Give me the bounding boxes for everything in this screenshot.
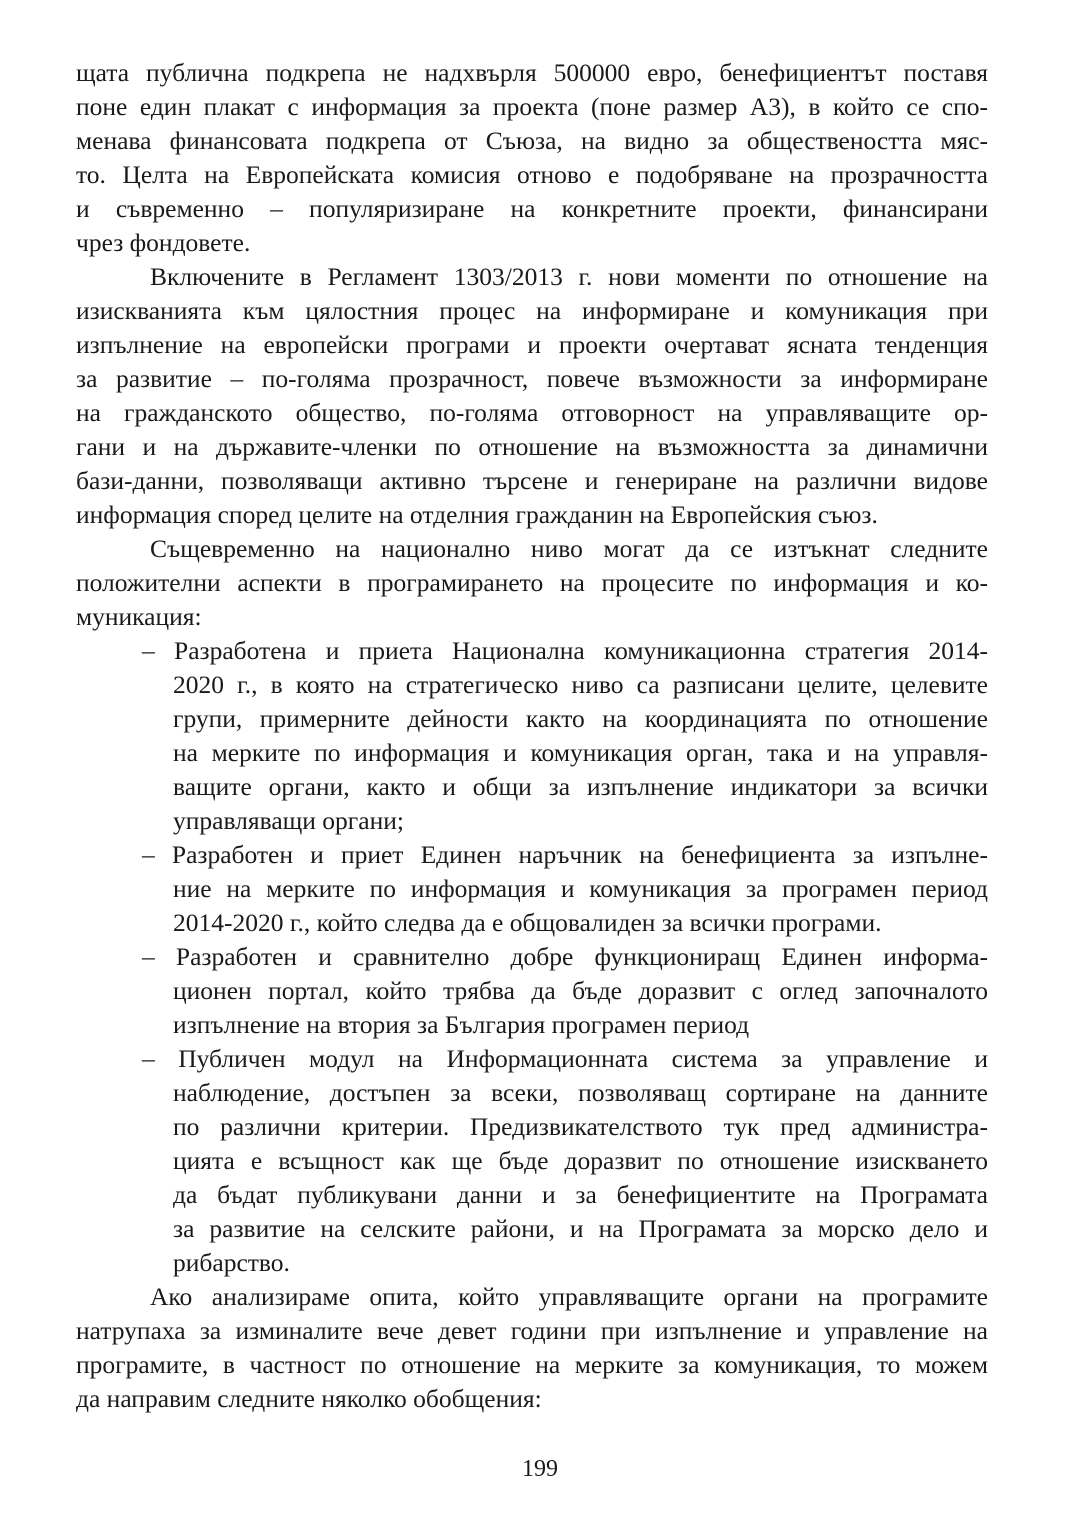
text-line: по различни критерии. Предизвикателството тук пред администра-	[173, 1112, 988, 1141]
page-number: 199	[522, 1456, 558, 1482]
text-line: – Разработена и приета Национална комуникационна стратегия 2014-	[142, 636, 988, 665]
text-line: – Разработен и приет Единен наръчник на бенефициента за изпълне-	[142, 840, 988, 869]
text-line: Ако анализираме опита, който управляващите органи на програмите	[150, 1282, 988, 1311]
text-line: наблюдение, достъпен за всеки, позволяващ сортиране на данните	[173, 1078, 988, 1107]
text-line: изпълнение на втория за България програмен период	[173, 1010, 750, 1039]
text-line: натрупаха за изминалите вече девет години при изпълнение и управление на	[76, 1316, 988, 1345]
text-line: на гражданското общество, по-голяма отговорност на управляващите ор-	[76, 398, 988, 427]
text-line: управляващи органи;	[173, 806, 404, 835]
text-line: ционен портал, който трябва да бъде доразвит с оглед започналото	[173, 976, 988, 1005]
text-line: – Разработен и сравнително добре функциониращ Единен информа-	[142, 942, 988, 971]
text-line: менава финансовата подкрепа от Съюза, на видно за обществеността мяс-	[76, 126, 988, 155]
text-line: рибарство.	[173, 1248, 290, 1277]
text-line: положителни аспекти в програмирането на процесите по информация и ко-	[76, 568, 988, 597]
text-line: за развитие – по-голяма прозрачност, повече възможности за информиране	[76, 364, 988, 393]
text-line: изпълнение на европейски програми и проекти очертават ясната тенденция	[76, 330, 988, 359]
text-line: бази-данни, позволяващи активно търсене и генериране на различни видове	[76, 466, 988, 495]
text-line: Същевременно на национално ниво могат да се изтъкнат следните	[150, 534, 988, 563]
closing-paragraph	[76, 1280, 988, 1416]
text-line: Включените в Регламент 1303/2013 г. нови моменти по отношение на	[150, 262, 988, 291]
bullet-item	[76, 940, 988, 1042]
text-line: чрез фондовете.	[76, 228, 251, 257]
text-line: муникация:	[76, 602, 202, 631]
paragraph-2	[76, 260, 988, 532]
text-line: и съвременно – популяризиране на конкретните проекти, финансирани	[76, 194, 988, 223]
text-line: – Публичен модул на Информационната система за управление и	[142, 1044, 988, 1073]
text-line: гани и на държавите-членки по отношение на възможността за динамични	[76, 432, 988, 461]
text-line: да бъдат публикувани данни и за бенефициентите на Програмата	[173, 1180, 988, 1209]
text-line: то. Целта на Европейската комисия отново е подобряване на прозрачността	[76, 160, 988, 189]
bullet-item	[76, 634, 988, 838]
text-line: групи, примерните дейности както на координацията по отношение	[173, 704, 988, 733]
text-line: изискванията към цялостния процес на информиране и комуникация при	[76, 296, 988, 325]
text-line: информация според целите на отделния гражданин на Европейския съюз.	[76, 500, 878, 529]
document-page	[76, 56, 988, 1416]
text-line: ние на мерките по информация и комуникация за програмен период	[173, 874, 988, 903]
text-line: 2020 г., в която на стратегическо ниво са разписани целите, целевите	[173, 670, 988, 699]
paragraph-1	[76, 56, 988, 260]
text-line: на мерките по информация и комуникация орган, така и на управля-	[173, 738, 988, 767]
paragraph-3	[76, 532, 988, 634]
bullet-list	[76, 634, 988, 1280]
bullet-item	[76, 1042, 988, 1280]
bullet-item	[76, 838, 988, 940]
text-line: 2014-2020 г., който следва да е общовалиден за всички програми.	[173, 908, 882, 937]
text-line: за развитие на селските райони, и на Програмата за морско дело и	[173, 1214, 988, 1243]
text-line: щата публична подкрепа не надхвърля 500000 евро, бенефициентът поставя	[76, 58, 988, 87]
text-line: цията е всъщност как ще бъде доразвит по отношение изискването	[173, 1146, 988, 1175]
text-line: ващите органи, както и общи за изпълнение индикатори за всички	[173, 772, 988, 801]
text-line: поне един плакат с информация за проекта (поне размер А3), в който се спо-	[76, 92, 988, 121]
text-line: програмите, в частност по отношение на мерките за комуникация, то можем	[76, 1350, 988, 1379]
text-line: да направим следните няколко обобщения:	[76, 1384, 542, 1413]
